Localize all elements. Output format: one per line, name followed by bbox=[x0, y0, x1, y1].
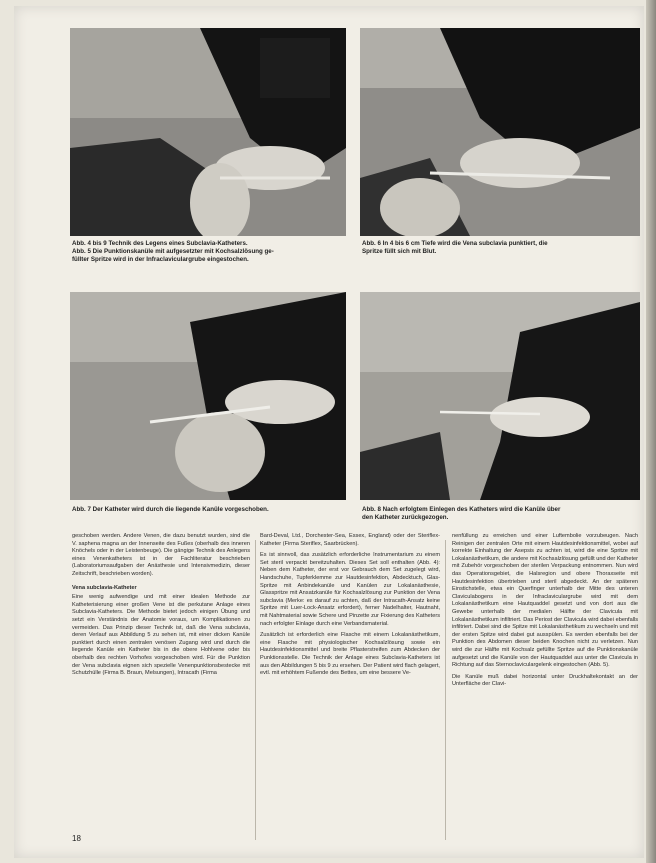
figure-8-photo bbox=[360, 292, 640, 500]
caption-line: Spritze füllt sich mit Blut. bbox=[362, 248, 437, 256]
caption-line: Abb. 6 In 4 bis 6 cm Tiefe wird die Vena subclavia punktiert, die bbox=[362, 240, 548, 247]
paragraph: Die Kanüle muß dabei horizontal unter Druckhaltekontakt an der Unterfläche der Clavi- bbox=[452, 673, 638, 688]
column-gap bbox=[445, 540, 446, 840]
paragraph: Es ist sinnvoll, das zusätzlich erforderliche Instrumentarium zu einem Set steril verpackt bereitzuhalten. Dieses Set soll enthalten (Abb. 4): Neben dem Katheter, der erst vor Gebrauch dem Set zugelegt wird, Handschuhe, Tupferklemme zur Hautdesinfektion, Abdecktuch, Glas-Spritze mit Anbindekanüle und Kanülen zur Lokalanästhesie, Glasspritze mit Ansatzkanüle für Kochsalzlösung zur Punktion der Vena subclavia (Merke: es darauf zu achten, daß der Intracath-Ansatz keine Spritze mit Luer-Lock-Ansatz erfordert), ferner Nadelhalter, Hautnaht, mit Nahtmaterial sowie Schere und Pinzette zur Fixierung des Katheters nach erfolgter Einlage durch eine Verbandsmaterial. bbox=[260, 552, 440, 627]
caption-line: Abb. 7 Der Katheter wird durch die liegende Kanüle vorgeschoben. bbox=[72, 506, 269, 513]
caption-line: den Katheter zurückgezogen. bbox=[362, 514, 449, 522]
text-column-2 bbox=[260, 533, 440, 682]
column-gap bbox=[255, 540, 256, 840]
text-column-3 bbox=[452, 533, 638, 693]
figure-8-caption bbox=[362, 506, 642, 522]
page-edge-shadow bbox=[646, 0, 656, 863]
paragraph: Zusätzlich ist erforderlich eine Flasche mit einem Lokalanästhetikum, eine Flasche mit physiologischer Kochsalzlösung sowie ein Hautdesinfektionsmittel und breite Pflasterstreifen zum Abdecken der Punktionsstelle. Die Technik der Anlage eines Subclavia-Katheters ist aus den Abbildungen 5 bis 9 zu ersehen. Der Patient wird flach gelagert, evtl. mit erhöhtem Fußende des Bettes, um eine bessere Ve- bbox=[260, 632, 440, 677]
page-number: 18 bbox=[72, 834, 81, 843]
section-heading: Vena subclavia-Katheter bbox=[72, 584, 137, 591]
figure-6-photo bbox=[360, 28, 640, 236]
caption-line: Abb. 8 Nach erfolgtem Einlegen des Katheters wird die Kanüle über bbox=[362, 506, 561, 513]
text-column-1 bbox=[72, 533, 250, 682]
caption-line: füllter Spritze wird in der Infraclaviculargrube eingestochen. bbox=[72, 256, 249, 264]
paragraph: Bard-Deval, Ltd., Dorchester-Sea, Essex, England) oder der Steriflex-Katheter (Firma Steriflex, Saarbrücken). bbox=[260, 533, 440, 547]
figure-7-photo bbox=[70, 292, 346, 500]
paragraph: nenfüllung zu erreichen und einer Luftembolie vorzubeugen. Nach Reinigen der zentralen Orte mit einem Hautdesinfektionsmittel, wobei auf korrekte Einhaltung der Asepsis zu achten ist, wird die eine Spritze mit Lokalanästhetikum, die andere mit Kochsalzlösung gefüllt und der Katheter mit Zubehör vorgeschoben der sterilen Verpackung entnommen. Nun wird das Operationsgebiet, die Halsregion und obere Thoraxseite mit Hautdesinfektion übertrieben und steril abgedeckt. An der späteren Einstichstelle, etwa ein Querfinger unterhalb der Mitte des unteren Claviculabogens in der Infraclaviculargrube wird mit dem Lokalanästhetikum eine Hautquaddel gesetzt und von dort aus die Gewebe unterhalb der medialen Hälfte der Clavicula mit Lokalanästhetikum infiltriert. Das Periost der Clavicula wird dabei ebenfalls infiltriert. Dabei sind die Spitze mit Lokalanästhetikum zu wechseln und mit der ersten Spitze wird dabei gut ausspülen. Es werden ebenfalls bei der Punktion des Abdomen dieser beiden Knochen nicht zu verletzen. Nun wird die zur Hälfte mit Kochsalz gefüllte Spritze auf die Punktionskanüle aufgesetzt und die Kanüle von der Hautquaddel aus unter die Clavicula in Richtung auf das Sternoclaviculargelenk eingestochen (Abb. 5). bbox=[452, 533, 638, 669]
figure-5-photo bbox=[70, 28, 346, 236]
caption-line: Abb. 5 Die Punktionskanüle mit aufgesetzter mit Kochsalzlösung ge- bbox=[72, 248, 274, 256]
paragraph: Eine wenig aufwendige und mit einer idealen Methode zur Katheterisierung einer großen Vene ist die perkutane Anlage eines Subclavia-Katheters. Die Methode bietet jedoch einigen Übung und setzt ein Verständnis der Anatomie voraus, um Komplikationen zu vermeiden. Das Prinzip dieser Technik ist, daß die Vena subclavia, deren Verlauf aus Abbildung 5 zu sehen ist, mit einer dicken Kanüle punktiert durch einen zentralen venösen Zugang wird und durch die liegende Kanüle ein Katheter bis in die obere Hohlvene oder bis oberhalb des rechten Vorhofes vorgeschoben wird. Für die Punktion der Vena subclavia eignen sich spezielle Venenpunktionsbestecke mit Schutzhülle (Firma B. Braun, Melsungen), Intracath (Firma bbox=[72, 594, 250, 677]
figure-5-caption bbox=[72, 240, 352, 265]
paragraph: geschoben werden. Andere Venen, die dazu benutzt wurden, sind die V. saphena magna an der Innenseite des Fußes (oberhalb des inneren Knöchels oder in der Leistenbeuge). Die gängige Technik des Anlegens eines Venenkatheters ist in der Fachliteratur beschrieben (Laboratoriumsaufgaben der Anästhesie und Intensivmedizin, dieser Zeitschrift, beschrieben worden). bbox=[72, 533, 250, 577]
figure-6-caption bbox=[362, 240, 642, 256]
caption-line: Abb. 4 bis 9 Technik des Legens eines Subclavia-Katheters. bbox=[72, 240, 248, 247]
figure-7-caption bbox=[72, 506, 352, 514]
